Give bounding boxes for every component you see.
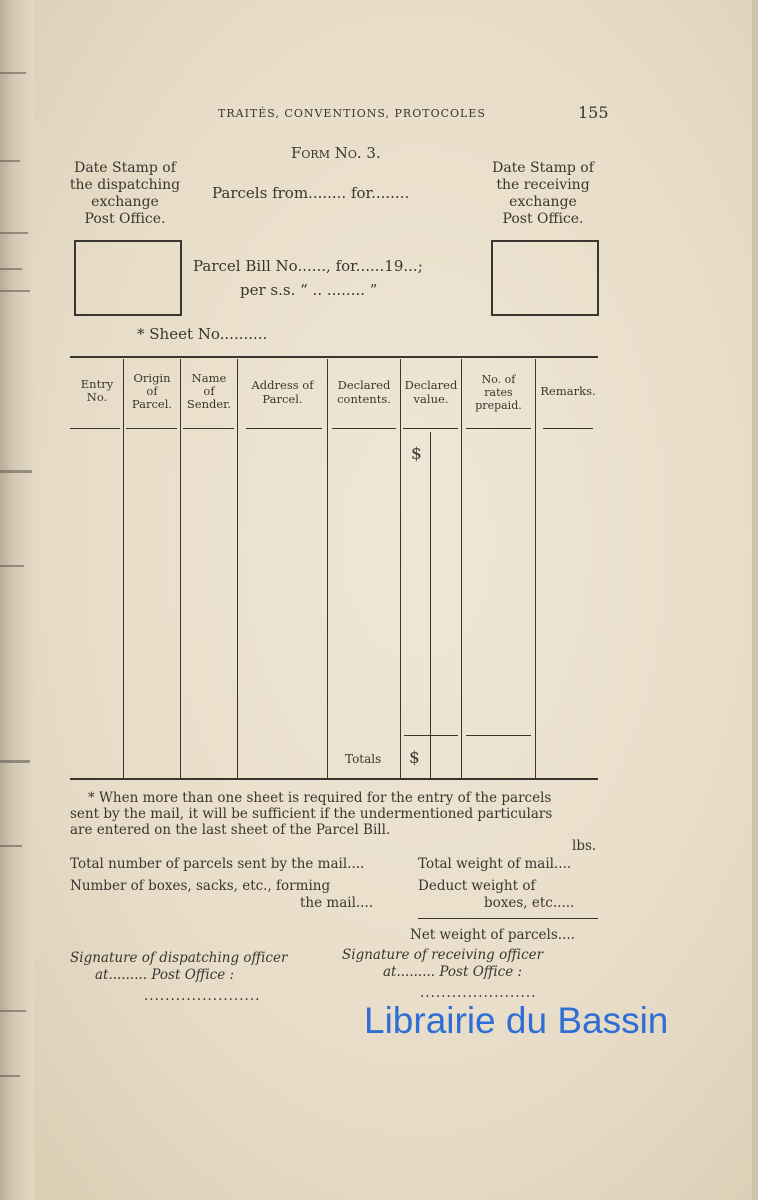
column-divider <box>430 432 431 778</box>
column-divider <box>400 359 401 778</box>
running-title: TRAITÉS, CONVENTIONS, PROTOCOLES <box>218 107 486 120</box>
column-header-sender: Name of Sender. <box>186 371 232 411</box>
page-right-edge <box>752 0 758 1200</box>
header-underline <box>70 428 120 429</box>
sheet-number-line: * Sheet No.......... <box>137 325 268 343</box>
column-header-entry: Entry No. <box>80 377 114 404</box>
page-binding-edge <box>0 0 34 1200</box>
summary-right-3: boxes, etc..... <box>484 895 575 911</box>
header-underline <box>183 428 234 429</box>
parcel-bill-line: Parcel Bill No......, for......19...; <box>193 257 423 275</box>
totals-rule <box>404 735 458 736</box>
summary-right-1: Total weight of mail.... <box>418 856 572 872</box>
summary-right-2: Deduct weight of <box>418 878 536 894</box>
column-header-contents: Declared contents. <box>337 378 391 406</box>
column-divider <box>535 359 536 778</box>
column-header-address: Address of Parcel. <box>251 378 314 406</box>
per-ship-line: per s.s. “ .. ........ ” <box>240 281 378 299</box>
column-divider <box>237 359 238 778</box>
header-underline <box>126 428 177 429</box>
header-underline <box>332 428 396 429</box>
table-top-rule <box>70 356 598 358</box>
signature-receiving-label: Signature of receiving officer <box>342 947 544 963</box>
signature-dispatching-office: at......... Post Office : <box>95 967 235 983</box>
dispatching-stamp-box <box>74 240 182 316</box>
footnote: * When more than one sheet is required for the entry of the parcels sent by the mail, it will be sufficient if the undermentioned particulars are entered on the last sheet of the Parcel Bill. <box>70 790 553 838</box>
summary-left-2: Number of boxes, sacks, etc., forming <box>70 878 331 894</box>
column-divider <box>123 359 124 778</box>
header-underline <box>403 428 458 429</box>
signature-receiving-dots: ...................... <box>420 985 537 1001</box>
parcels-from-line: Parcels from........ for........ <box>212 184 410 202</box>
page-number: 155 <box>578 103 609 122</box>
header-underline <box>246 428 322 429</box>
net-weight-line: Net weight of parcels.... <box>410 927 575 943</box>
signature-dispatching-label: Signature of dispatching officer <box>70 950 288 966</box>
signature-dispatching-dots: ...................... <box>144 988 261 1004</box>
dollar-sign: $ <box>409 748 420 768</box>
watermark-text: Librairie du Bassin <box>364 1000 669 1041</box>
column-header-remarks: Remarks. <box>540 384 596 398</box>
header-underline <box>466 428 531 429</box>
column-divider <box>327 359 328 778</box>
table-bottom-rule <box>70 778 598 780</box>
net-weight-rule <box>418 918 598 919</box>
summary-left-1: Total number of parcels sent by the mail.... <box>70 856 365 872</box>
totals-rule <box>466 735 531 736</box>
column-header-origin: Origin of Parcel. <box>131 371 173 411</box>
dollar-sign: $ <box>411 444 422 464</box>
form-title: Form No. 3. <box>291 144 381 162</box>
column-divider <box>461 359 462 778</box>
totals-label: Totals <box>345 752 382 766</box>
left-stamp-label: Date Stamp of the dispatching exchange Post Office. <box>69 160 181 227</box>
summary-left-3: the mail.... <box>300 895 374 911</box>
column-header-value: Declared value. <box>404 378 458 406</box>
column-divider <box>180 359 181 778</box>
signature-receiving-office: at......... Post Office : <box>383 964 523 980</box>
header-underline <box>543 428 593 429</box>
column-header-rates: No. of rates prepaid. <box>475 373 522 412</box>
right-stamp-label: Date Stamp of the receiving exchange Post Office. <box>492 160 594 227</box>
receiving-stamp-box <box>491 240 599 316</box>
lbs-unit: lbs. <box>572 838 597 854</box>
